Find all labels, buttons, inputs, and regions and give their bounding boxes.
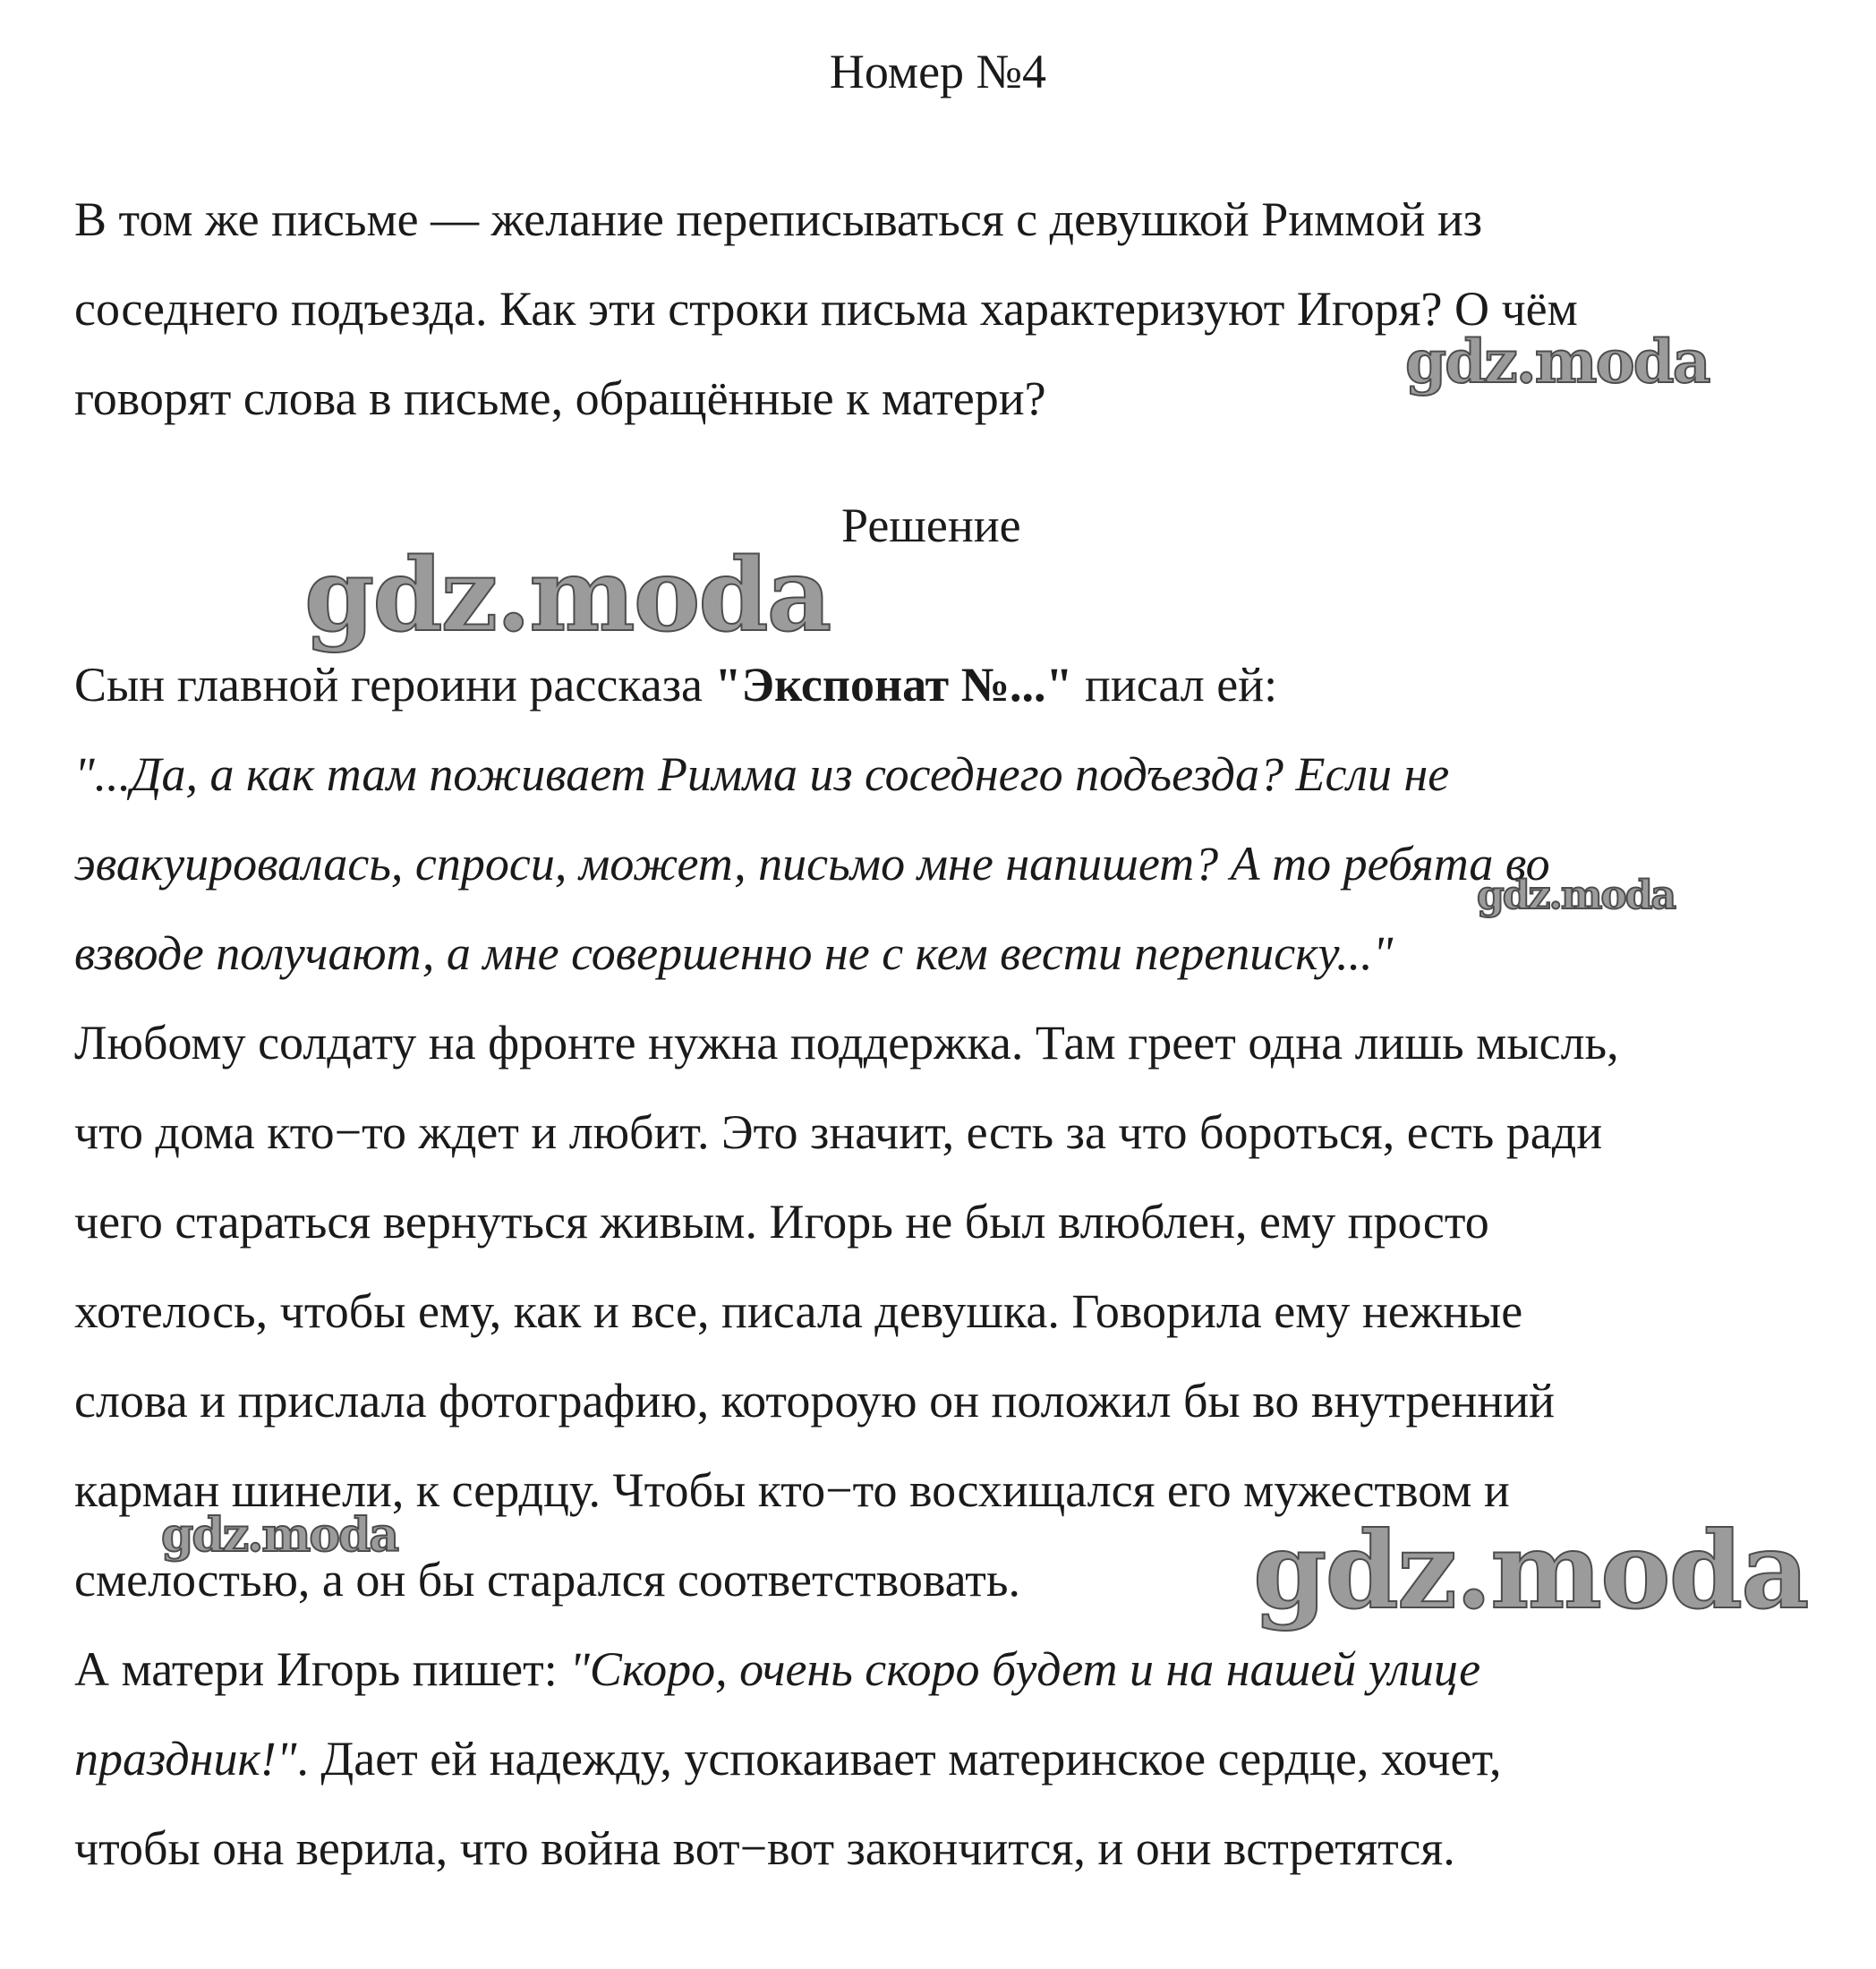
intro-suffix: писал ей: [1072, 658, 1278, 712]
intro-prefix: Сын главной героини рассказа [74, 658, 715, 712]
final-line: чтобы она верила, что война вот−вот закончится, и они встретятся. [74, 1821, 1455, 1875]
answer-intro-line [74, 640, 1802, 729]
task-line: соседнего подъезда. Как эти строки письма характеризуют Игоря? О чём [74, 282, 1578, 336]
quote-line: "...Да, а как там поживает Римма из соседнего подъезда? Если не [74, 747, 1450, 801]
watermark-logo: gdz.moda [161, 1508, 398, 1563]
body-line: смелостью, а он бы старался соответствовать. [74, 1553, 1020, 1607]
body-line: карман шинели, к сердцу. Чтобы кто−то восхищался его мужеством и [74, 1463, 1510, 1517]
task-line: говорят слова в письме, обращённые к матери? [74, 371, 1046, 425]
solution-heading: Решение [841, 499, 1021, 552]
page-title: Номер №4 [829, 45, 1047, 98]
answer-text [74, 640, 1802, 1893]
mother-after: . Дает ей надежду, успокаивает материнское сердце, хочет, [296, 1732, 1502, 1786]
mother-line [74, 1624, 1802, 1714]
story-title: "Экспонат №..." [714, 658, 1073, 712]
body-line: чего стараться вернуться живым. Игорь не был влюблен, ему просто [74, 1195, 1489, 1249]
mother-quote-end: праздник!" [74, 1732, 297, 1786]
task-line: В том же письме — желание переписываться с девушкой Риммой из [74, 192, 1483, 246]
watermark-logo: gdz.moda [1405, 327, 1710, 396]
mother-quote: "Скоро, очень скоро будет и на нашей улице [569, 1642, 1481, 1696]
watermark-logo: gdz.moda [1477, 873, 1676, 918]
body-line: слова и прислала фотографию, котороую он положил бы во внутренний [74, 1374, 1556, 1428]
quote-line: взводе получают, а мне совершенно не с кем вести переписку..." [74, 926, 1394, 980]
task-text [74, 175, 1802, 443]
mother-prefix: А матери Игорь пишет: [74, 1642, 570, 1696]
mother-line-2 [74, 1714, 1802, 1803]
body-line: хотелось, чтобы ему, как и все, писала девушка. Говорила ему нежные [74, 1284, 1523, 1338]
watermark-logo: gdz.moda [304, 537, 831, 654]
watermark-logo: gdz.moda [1253, 1508, 1808, 1632]
body-line: Любому солдату на фронте нужна поддержка. Там греет одна лишь мысль, [74, 1016, 1619, 1070]
quote-line: эвакуировалась, спроси, может, письмо мне напишет? А то ребята во [74, 837, 1550, 891]
body-line: что дома кто−то ждет и любит. Это значит, есть за что бороться, есть ради [74, 1105, 1603, 1159]
